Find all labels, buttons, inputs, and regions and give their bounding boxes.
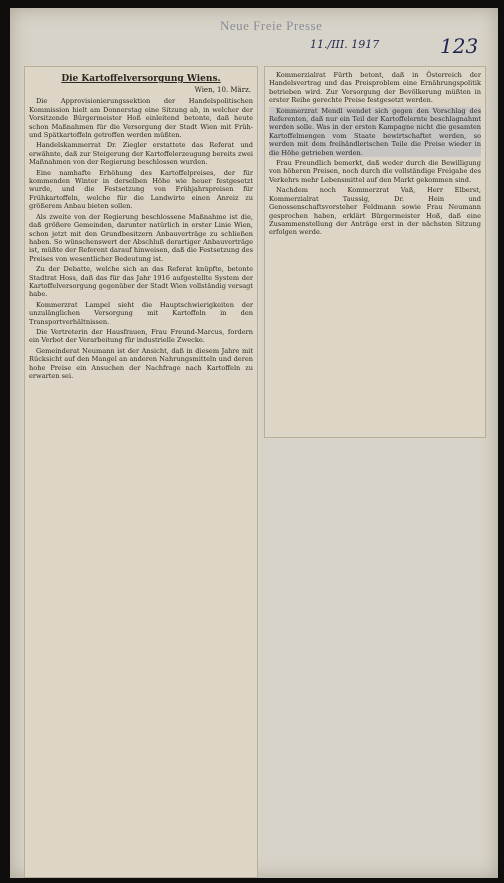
paragraph: Kommerzialrat Fürth betont, daß in Österreich der Handelsvertrag und das Preisproblem eine Ernährungspolitik betrieben wird. Zur Versorgung der Bevölkerung müßten in erster Reihe gerechte Preise festgesetzt werden. bbox=[269, 71, 481, 105]
paragraph: Kommerzrat Lampel sieht die Hauptschwierigkeiten der unzulänglichen Versorgung mit Kartoffeln in den Transportverhältnissen. bbox=[29, 300, 253, 326]
paragraph: Gemeinderat Neumann ist der Ansicht, daß in diesem Jahre mit Rücksicht auf den Mangel an anderen Nahrungsmitteln und deren hohe Preise ein Ansuchen der Nachfrage nach Kartoffeln zu erwarten sei. bbox=[29, 346, 253, 380]
paragraph: Eine namhafte Erhöhung des Kartoffelpreises, der für kommenden Winter in derselben Höhe wie heuer festgesetzt wurde, und die Festsetzung von Frühjahrspreisen für Frühkartoffeln, welche für die Landwirte einen Anreiz zu größerem Anbau bieten sollen. bbox=[29, 168, 253, 211]
paragraph: Frau Freundlich bemerkt, daß weder durch die Bewilligung von höheren Preisen, noch durch die vollständige Freigabe des Verkehrs mehr Lebensmittel auf den Markt gekommen sind. bbox=[269, 159, 481, 184]
paragraph: Nachdem noch Kommerzrat Vaß, Herr Elberst, Kommerzialrat Taussig, Dr. Hein und Genossenschaftsvorsteher Feldmann sowie Frau Neumann gesprochen haben, erklärt Bürgermeister Hoß, daß eine Zusammenstellung der Anträge erst in der nächsten Sitzung erfolgen werde. bbox=[269, 186, 481, 237]
article-right-column bbox=[264, 66, 486, 438]
article-left-column bbox=[24, 66, 258, 878]
article-headline: Die Kartoffelversorgung Wiens. bbox=[61, 74, 221, 84]
handwritten-number: 123 bbox=[440, 34, 479, 58]
paragraph: Die Vertreterin der Hausfrauen, Frau Freund-Marcus, fordern ein Verbot der Verarbeitung für industrielle Zwecke. bbox=[29, 327, 253, 345]
article-dateline: Wien, 10. März. bbox=[194, 86, 251, 94]
paragraph: Die Approvisionierungssektion der Handelspolitischen Kommission hielt am Donnerstag eine Sitzung ab, in welcher der Vorsitzende Bürgermeister Hoß einleitend betonte, daß heute schon Maßnahmen für die Versorgung der Stadt Wien mit Früh- und Spätkartoffeln getroffen werden müßten. bbox=[29, 97, 253, 140]
paragraph: Zu der Debatte, welche sich an das Referat knüpfte, betonte Stadtrat Hoss, daß das für das Jahr 1916 aufgestellte System der Kartoffelversorgung gegenüber der Stadt Wien vollständig versagt habe. bbox=[29, 265, 253, 299]
paragraph: Handelskammerrat Dr. Ziegler erstattete das Referat und erwähnte, daß zur Steigerung der Kartoffelerzeugung bereits zwei Maßnahmen von der Regierung beschlossen wurden. bbox=[29, 141, 253, 167]
paragraph: Als zweite von der Regierung beschlossene Maßnahme ist die, daß größere Gemeinden, darunter natürlich in erster Linie Wien, schon jetzt mit den Grundbesitzern Anbauverträge zu schließen haben. So wünschenswert der Abschluß derartiger Anbauverträge ist, müßte der Referent darauf hinweisen, daß die Festsetzung des Preises von wesentlicher Bedeutung ist. bbox=[29, 212, 253, 263]
paragraph-underlined: Kommerzrat Mendl wendet sich gegen den Vorschlag des Referenten, daß nur ein Teil der Kartoffelernte beschlagnahmt werden solle. Was in der ersten Kampagne nicht die gesamten Kartoffelmengen vom Staate bewirtschaftet werden, so werden mit dem freihändlerischen Teile die Preise wieder in die Höhe getrieben werden. bbox=[269, 106, 481, 157]
handwritten-date: 11./III. 1917 bbox=[310, 38, 380, 51]
publication-stamp: Neue Freie Presse bbox=[220, 18, 323, 33]
